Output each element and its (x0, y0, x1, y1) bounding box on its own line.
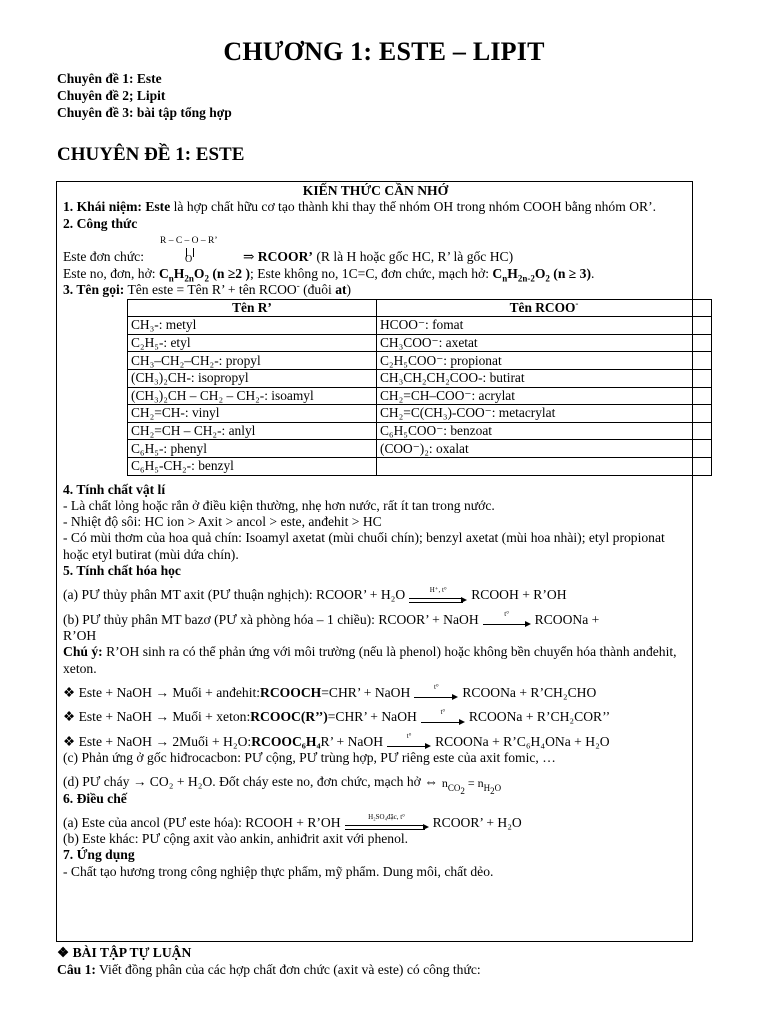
reaction-ketone: ❖ Este + NaOH → Muối + xeton: RCOOC(R’’) =CHR’ + NaOH t° RCOONa + R’CH₂COR’’ (63, 707, 611, 725)
exercise-section (57, 944, 481, 978)
reaction-acid-hydrolysis: (a) PƯ thủy phân MT axit (PƯ thuận nghịch): RCOOR’ + H₂O H⁺, t° RCOOH + R’OH (63, 585, 567, 603)
page-title: CHƯƠNG 1: ESTE – LIPIT (223, 37, 545, 66)
naming-table (127, 299, 712, 476)
structure-diagram: R – C – O – R’ O Este đơn chức: ⇒ RCOOR’ (R là H hoặc gốc HC, R’ là gốc HC) (63, 235, 514, 265)
table-row: C₂H₅-: etyl CH₃COO⁻: axetat (128, 334, 712, 352)
knowledge-box: KIẾN THỨC CẦN NHỚ 1. Khái niệm: Este là hợp chất hữu cơ tạo thành khi thay thế nhóm OH trong nhóm COOH bằng nhóm OR’. 2. Công thức R – C – O – R’ O Este đơn chức: ⇒ RCOOR’ (R là H hoặc gốc HC, R’ là gốc HC) Este no, đơn, hở: $C_nH_{2n}O_2$ (n ≥2 ); Este không no, 1C=C, đơn chức, mạch hở: $C_nH_{2n-2}O_2$ (n ≥ 3). 3. Tên gọi: Tên este = Tên R’ + tên RCOO- (đuôi at) Tên R’ Tên RCOO- CH₃-: metyl HCOO⁻: fomat C₂H₅-: etyl CH₃COO⁻: axetat CH₃–CH₂–CH₂-: propyl C₂H₅COO⁻: propionat (CH₃)₂CH-: isopropyl CH₃CH₂CH₂COO-: butirat (CH₃)₂CH – CH₂ – CH₂-: isoamyl CH₂=CH–COO⁻: acrylat CH₂=CH-: vinyl CH₂=C(CH₃)-COO⁻: metacrylat CH₂=CH – CH₂-: anlyl C₆H₅COO⁻: benzoat C₆H₅-: phenyl (COO⁻)₂: oxalat C₆H₅-CH₂-: benzyl 4. Tính chất vật lí - Là chất lỏng hoặc rắn ở điều kiện thường, nhẹ hơn nước, rất ít tan trong nước. - Nhiệt độ sôi: HC ion > Axit > ancol > este, anđehit > HC - Có mùi thơm của hoa quả chín: Isoamyl axetat (mùi chuối chín); benzyl axetat (mùi hoa nhài); etyl propionat hoặc etyl butirat (mùi dứa chín). 5. Tính chất hóa học (a) PƯ thủy phân MT axit (PƯ thuận nghịch): RCOOR’ + H₂O H⁺, t° RCOOH + R’OH (b) PƯ thủy phân MT bazơ (PƯ xà phòng hóa – 1 chiều): RCOOR’ + NaOH t° RCOONa + R’OH Chú ý: R’OH sinh ra có thể phản ứng với môi trường (nếu là phenol) hoặc không bền chuyển hóa thành anđehit, xeton. ❖ Este + NaOH → Muối + anđehit: RCOOCH =CHR’ + NaOH t° RCOONa + R’CH₂CHO ❖ Este + NaOH → Muối + xeton: RCOOC(R’’) =CHR’ + NaOH t° RCOONa + R’CH₂COR’’ ❖ Este + NaOH → 2Muối + H₂O: RCOOC₆H₄ R’ + NaOH t° RCOONa + R’C₆H₄ONa + H₂O (c) Phản ứng ở gốc hiđrocacbon: PƯ cộng, PƯ trùng hợp, PƯ riêng este của axit fomic, … (d) PƯ cháy → CO₂ + H₂O. Đốt cháy este no, đơn chức, mạch hở ⇔ $n_{CO_2} = n_{H_2O}$ 6. Điều chế (a) Este của ancol (PƯ este hóa): RCOOH + R’OH H₂SO₄đặc, t° RCOOR’ + H₂O (b) Este khác: PƯ cộng axit vào ankin, anhiđrit axit với phenol. 7. Ứng dụng - Chất tạo hương trong công nghiệp thực phẩm, mỹ phẩm. Dung môi, chất dẻo. (56, 181, 693, 942)
application-line: - Chất tạo hương trong công nghiệp thực phẩm, mỹ phẩm. Dung môi, chất dẻo. (63, 863, 494, 879)
formula-heading: 2. Công thức (63, 215, 138, 231)
topic-item: Chuyên đề 2; Lipit (57, 88, 166, 103)
chemical-heading: 5. Tính chất hóa học (63, 563, 181, 579)
exercise-heading: ❖ BÀI TẬP TỰ LUẬN (57, 945, 192, 960)
topic-item: Chuyên đề 1: Este (57, 71, 162, 86)
table-row: CH₂=CH-: vinyl CH₂=C(CH₃)-COO⁻: metacrylat (128, 405, 712, 423)
reaction-aldehyde: ❖ Este + NaOH → Muối + anđehit: RCOOCH =CHR’ + NaOH t° RCOONa + R’CH₂CHO (63, 683, 597, 700)
reaction-other: (b) Este khác: PƯ cộng axit vào ankin, anhiđrit axit với phenol. (63, 831, 409, 847)
section-title: CHUYÊN ĐỀ 1: ESTE (57, 144, 245, 165)
reaction-saponification: (b) PƯ thủy phân MT bazơ (PƯ xà phòng hóa – 1 chiều): RCOOR’ + NaOH t° RCOONa + (63, 610, 600, 627)
box-title: KIẾN THỨC CẦN NHỚ (302, 183, 449, 198)
table-row: CH₃-: metyl HCOO⁻: fomat (128, 317, 712, 335)
physical-heading: 4. Tính chất vật lí (63, 481, 166, 497)
definition: 1. Khái niệm: Este là hợp chất hữu cơ tạo thành khi thay thế nhóm OH trong nhóm COOH bằng nhóm OR’. (63, 199, 657, 215)
table-row: C₆H₅-: phenyl (COO⁻)₂: oxalat (128, 440, 712, 458)
general-formula-line: Este no, đơn, hở: $C_nH_{2n}O_2$ (n ≥2 ); Este không no, 1C=C, đơn chức, mạch hở: $C_nH_{2n-2}O_2$ (n ≥ 3). (63, 265, 595, 284)
reaction-esterification: (a) Este của ancol (PƯ este hóa): RCOOH + R’OH H₂SO₄đặc, t° RCOOR’ + H₂O (63, 813, 522, 830)
topic-item: Chuyên đề 3: bài tập tổng hợp (57, 105, 232, 120)
topic-list (57, 70, 232, 121)
table-row: C₆H₅-CH₂-: benzyl (128, 457, 712, 475)
reaction-combustion: (d) PƯ cháy → CO₂ + H₂O. Đốt cháy este no, đơn chức, mạch hở ⇔ $n_{CO_2} = n_{H_2O}$ (63, 774, 502, 796)
physical-line: - Có mùi thơm của hoa quả chín: Isoamyl axetat (mùi chuối chín); benzyl axetat (mùi hoa nhài); etyl propionat hoặc etyl butirat (mùi dứa chín). (63, 530, 665, 562)
table-row: (CH₃)₂CH-: isopropyl CH₃CH₂CH₂COO-: butirat (128, 369, 712, 387)
table-row: CH₃–CH₂–CH₂-: propyl C₂H₅COO⁻: propionat (128, 352, 712, 370)
question-1: Câu 1: Viết đồng phân của các hợp chất đơn chức (axit và este) có công thức: (57, 962, 481, 977)
table-row: CH₂=CH – CH₂-: anlyl C₆H₅COO⁻: benzoat (128, 422, 712, 440)
reaction-hydrocarbon: (c) Phản ứng ở gốc hiđrocacbon: PƯ cộng, PƯ trùng hợp, PƯ riêng este của axit fomic, … (63, 749, 556, 765)
preparation-heading: 6. Điều chế (63, 790, 127, 806)
application-heading: 7. Ứng dụng (63, 847, 135, 863)
table-header: Tên R’ (128, 299, 377, 317)
naming-line: 3. Tên gọi: Tên este = Tên R’ + tên RCOO- (đuôi at) (63, 280, 352, 298)
table-header: Tên RCOO- (377, 299, 712, 317)
table-row: (CH₃)₂CH – CH₂ – CH₂-: isoamyl CH₂=CH–COO⁻: acrylat (128, 387, 712, 405)
physical-line: - Là chất lỏng hoặc rắn ở điều kiện thường, nhẹ hơn nước, rất ít tan trong nước. (63, 497, 495, 513)
reaction-phenol-ester: ❖ Este + NaOH → 2Muối + H₂O: RCOOC₆H₄ R’ + NaOH t° RCOONa + R’C₆H₄ONa + H₂O (63, 731, 610, 749)
note: Chú ý: R’OH sinh ra có thể phản ứng với môi trường (nếu là phenol) hoặc không bền chuyển hóa thành anđehit, xeton. (63, 644, 677, 676)
physical-line: - Nhiệt độ sôi: HC ion > Axit > ancol > este, anđehit > HC (63, 514, 382, 530)
